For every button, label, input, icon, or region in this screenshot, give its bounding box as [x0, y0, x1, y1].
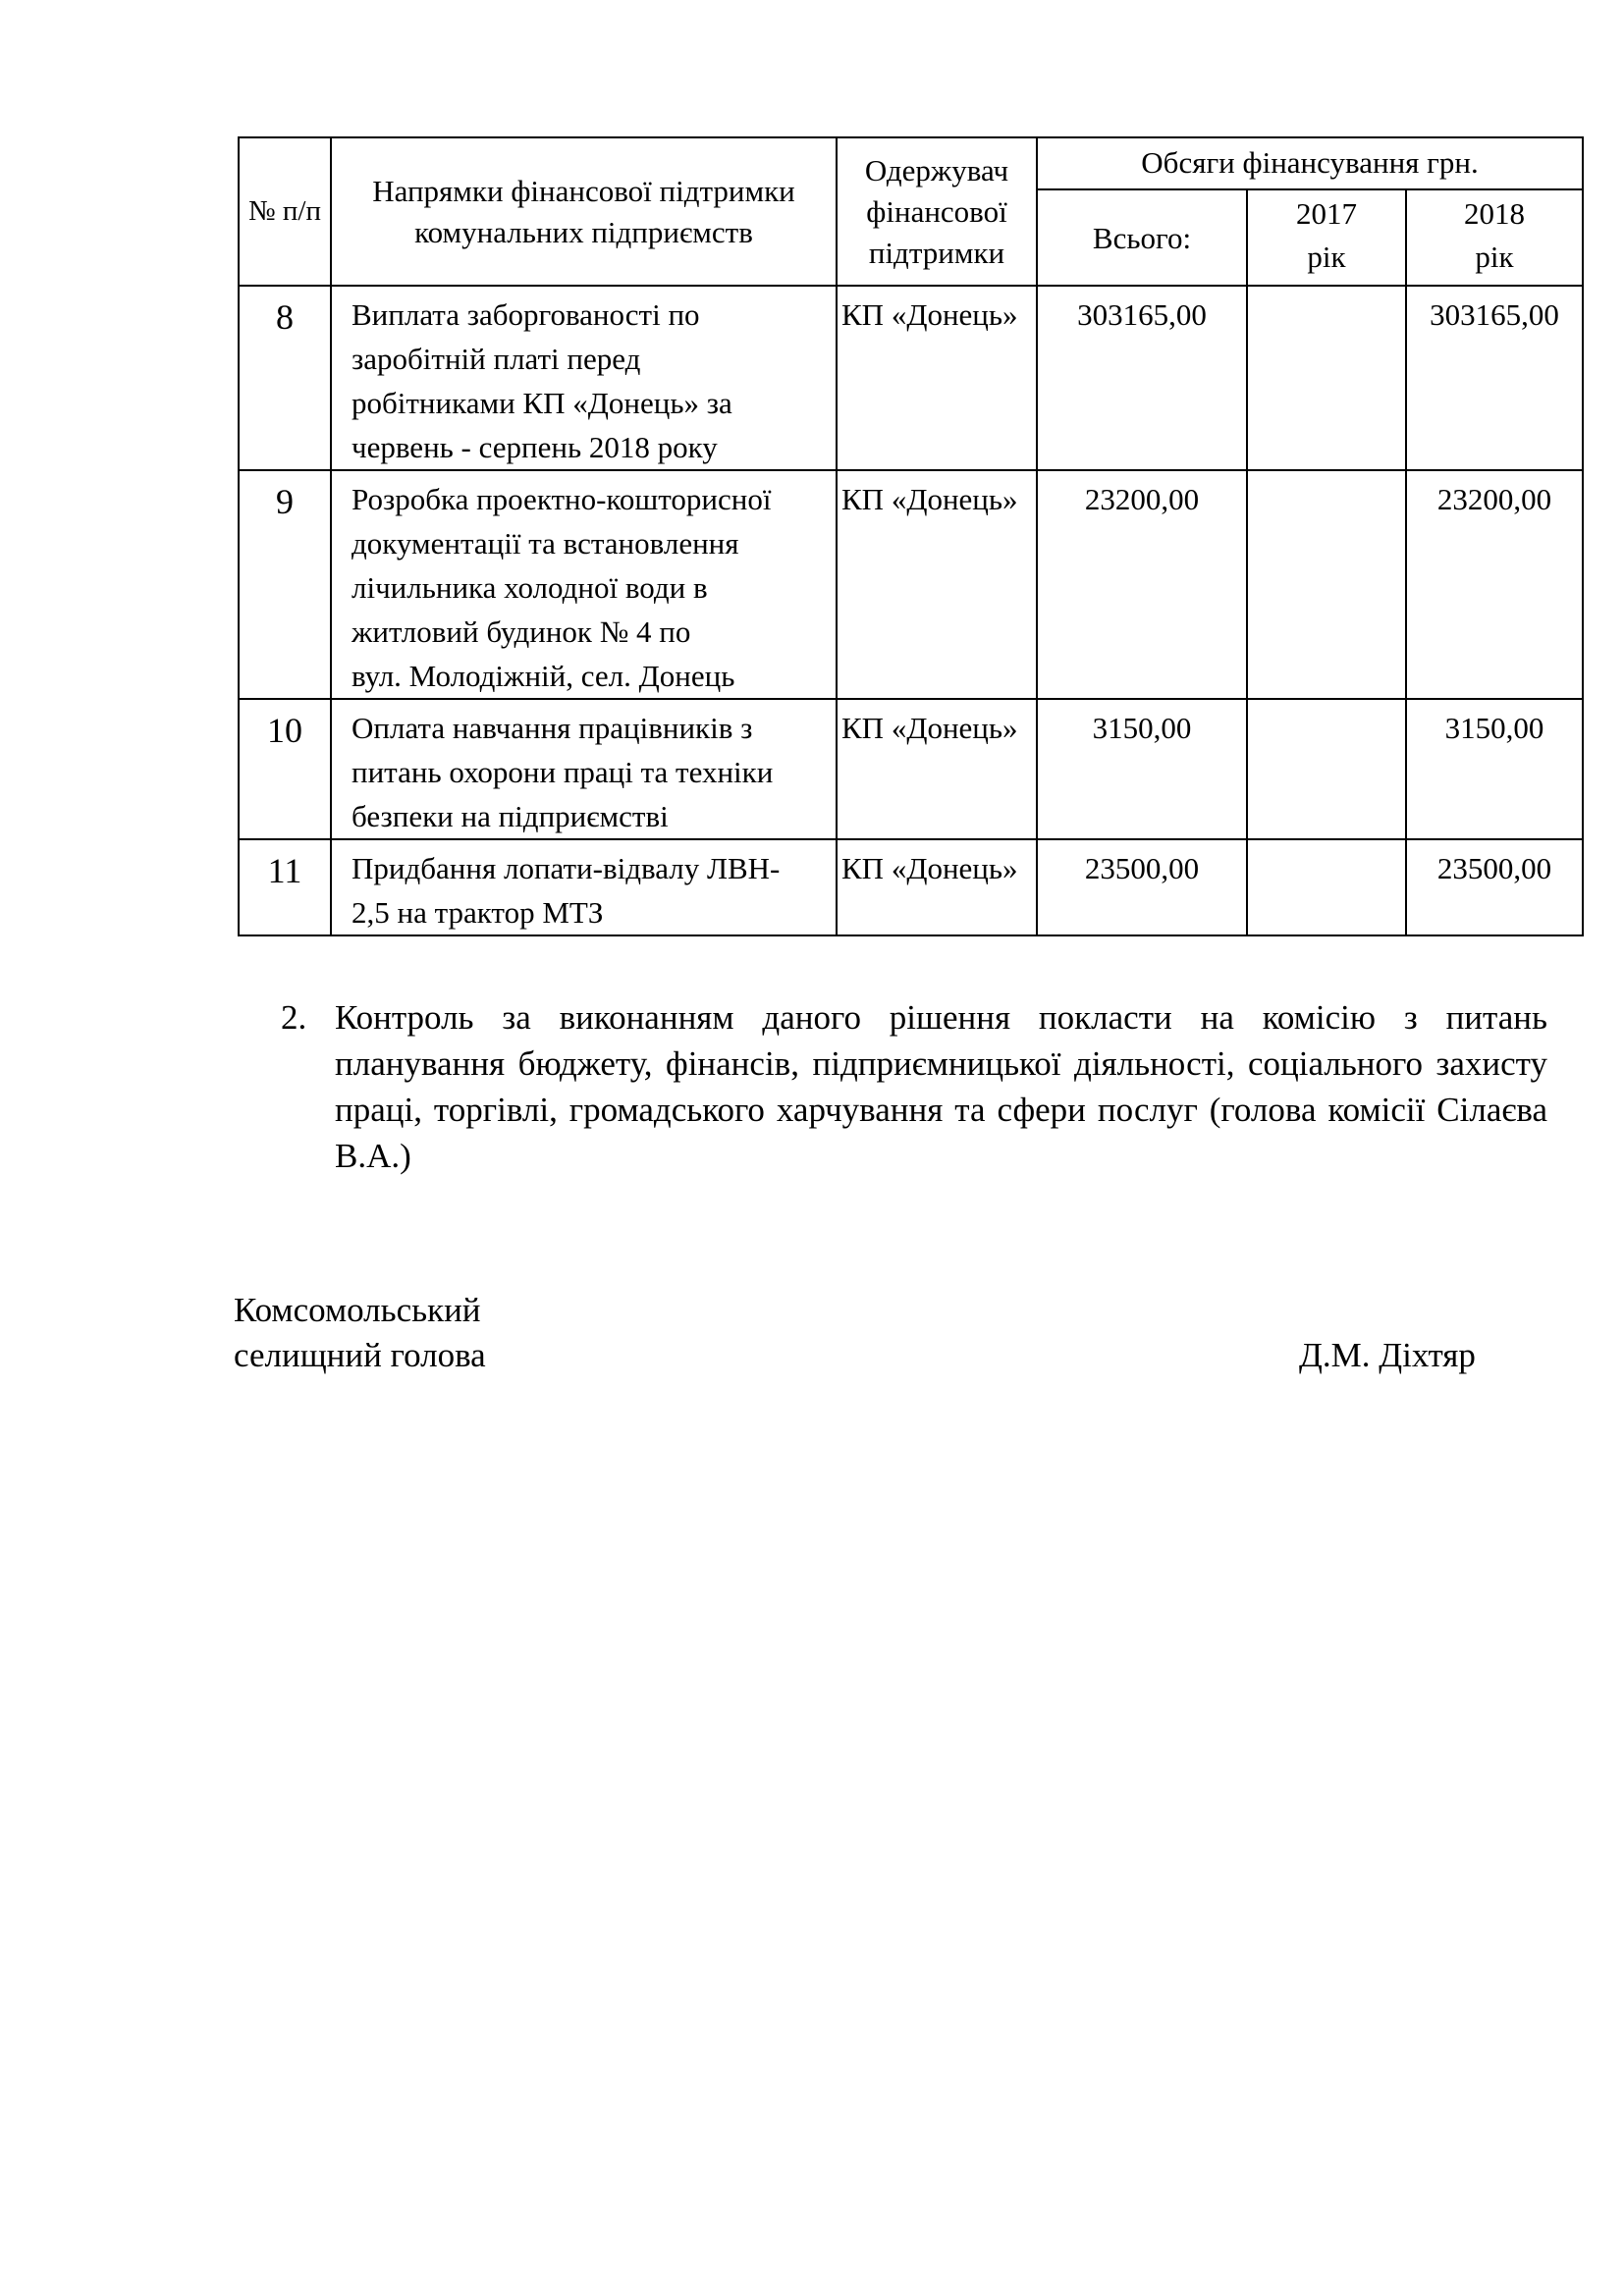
row-direction-line: робітниками КП «Донець» за: [352, 386, 732, 420]
row-2017: [1247, 286, 1406, 470]
row-total: 303165,00: [1037, 286, 1247, 470]
row-2017: [1247, 839, 1406, 935]
header-recipient-line: Одержувач: [864, 152, 1009, 187]
table-header-row: [239, 137, 1583, 189]
row-recipient: КП «Донець»: [837, 286, 1037, 470]
row-number: 8: [239, 286, 331, 470]
row-total: 3150,00: [1037, 699, 1247, 839]
signature-title: [234, 1288, 486, 1378]
header-year-number: 2017: [1296, 196, 1357, 231]
row-number: 9: [239, 470, 331, 699]
row-number: 10: [239, 699, 331, 839]
row-2018: 23500,00: [1406, 839, 1583, 935]
row-2018: 3150,00: [1406, 699, 1583, 839]
row-direction-line: питань охорони праці та техніки: [352, 755, 774, 789]
row-direction-line: 2,5 на трактор МТЗ: [352, 895, 604, 930]
row-recipient: КП «Донець»: [837, 839, 1037, 935]
table-row: [239, 470, 1583, 699]
row-direction-line: безпеки на підприємстві: [352, 799, 669, 833]
paragraph-number: 2.: [281, 998, 307, 1037]
row-direction: [331, 470, 837, 699]
row-direction-line: лічильника холодної води в: [352, 570, 708, 605]
header-recipient-line: підтримки: [868, 235, 1005, 270]
table-row: [239, 699, 1583, 839]
header-total: Всього:: [1037, 189, 1247, 286]
row-direction-line: житловий будинок № 4 по: [352, 614, 691, 649]
row-direction: [331, 286, 837, 470]
table-row: [239, 839, 1583, 935]
row-direction-line: Виплата заборгованості по: [352, 297, 700, 332]
row-direction-line: Розробка проектно-кошторисної: [352, 482, 772, 516]
row-direction-line: вул. Молодіжній, сел. Донець: [352, 659, 735, 693]
row-direction-line: заробітній платі перед: [352, 342, 641, 376]
signature-name: Д.М. Діхтяр: [1299, 1336, 1476, 1374]
row-recipient: КП «Донець»: [837, 470, 1037, 699]
header-year-2017: [1247, 189, 1406, 286]
row-recipient: КП «Донець»: [837, 699, 1037, 839]
row-direction: [331, 839, 837, 935]
row-direction-line: червень - серпень 2018 року: [352, 430, 718, 464]
row-2018: 303165,00: [1406, 286, 1583, 470]
header-year-unit: рік: [1307, 240, 1346, 274]
paragraph-text: Контроль за виконанням даного рішення покласти на комісію з питань планування бюджету, фінансів, підприємницької діяльності, соціального захисту праці, торгівлі, громадського харчування та сфери послуг (голова комісії Сілаєва В.А.): [335, 998, 1547, 1175]
header-year-unit: рік: [1475, 240, 1514, 274]
signature-title-line: селищний голова: [234, 1336, 486, 1374]
row-total: 23500,00: [1037, 839, 1247, 935]
financing-table: [238, 136, 1584, 936]
row-2017: [1247, 470, 1406, 699]
row-direction-line: документації та встановлення: [352, 526, 739, 561]
row-number: 11: [239, 839, 331, 935]
signature-title-line: Комсомольський: [234, 1291, 481, 1329]
row-2017: [1247, 699, 1406, 839]
row-direction-line: Оплата навчання працівників з: [352, 711, 753, 745]
header-recipient-line: фінансової: [866, 193, 1007, 229]
row-2018: 23200,00: [1406, 470, 1583, 699]
row-direction: [331, 699, 837, 839]
header-number: № п/п: [239, 137, 331, 286]
header-year-number: 2018: [1464, 196, 1526, 231]
row-direction-line: Придбання лопати-відвалу ЛВН-: [352, 851, 781, 885]
table-row: [239, 286, 1583, 470]
header-direction: Напрямки фінансової підтримки комунальних підприємств: [331, 137, 837, 286]
header-year-2018: [1406, 189, 1583, 286]
row-total: 23200,00: [1037, 470, 1247, 699]
header-recipient: [837, 137, 1037, 286]
header-volume: Обсяги фінансування грн.: [1037, 137, 1583, 189]
